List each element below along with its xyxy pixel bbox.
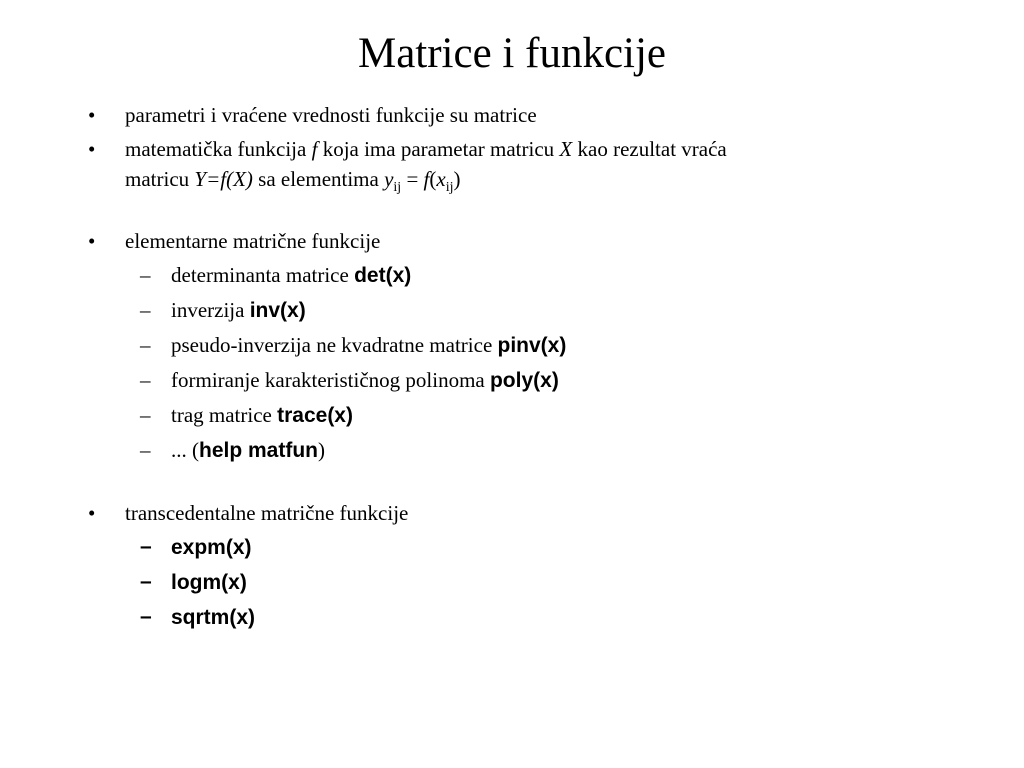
dash-icon: – [140,403,151,427]
bullet-icon: • [88,137,96,161]
sub-item-text: formiranje karakterističnog polinoma [171,368,490,392]
dash-icon: – [140,570,152,593]
subscript-ij: ij [445,180,454,195]
sub-item-logm [88,567,948,598]
function-code: expm(x) [171,536,252,559]
text-segment: matematička funkcija [125,137,312,161]
symbol-y: y [384,167,394,191]
sub-item-inv [88,295,948,326]
equals-sign: = [401,167,424,191]
help-suffix: ) [318,438,325,462]
symbol-f: f [311,137,318,161]
slide-content [88,98,948,637]
bullet-text: transcedentalne matrične funkcije [125,501,409,525]
bullet-item-elementary-functions [88,226,948,256]
sub-item-det [88,260,948,291]
sub-item-pinv [88,330,948,361]
slide-title: Matrice i funkcije [357,30,667,77]
function-code: trace(x) [277,404,353,427]
help-prefix: ... ( [171,438,199,462]
symbol-x: x [436,167,446,191]
bullet-item-transcendental-functions [88,498,948,528]
sub-item-help [88,435,948,466]
left-paren: ( [429,167,437,191]
function-code: pinv(x) [497,334,567,357]
bullet-item-matrix-function [88,134,948,194]
dash-icon: – [140,333,151,357]
dash-icon: – [140,605,152,628]
function-code: help matfun [199,439,318,462]
sub-item-text: pseudo-inverzija ne kvadratne matrice [171,333,498,357]
sub-item-poly [88,365,948,396]
subscript-ij: ij [393,180,402,195]
symbol-f: f [423,167,430,191]
dash-icon: – [140,438,151,462]
sub-item-expm [88,532,948,563]
sub-item-text: determinanta matrice [171,263,355,287]
text-segment: kao rezultat vraća [572,137,727,161]
right-paren: ) [453,167,461,191]
bullet-icon: • [88,229,96,253]
dash-icon: – [140,535,152,558]
function-code: det(x) [354,264,412,287]
bullet-text: parametri i vraćene vrednosti funkcije su matrice [125,103,537,127]
sub-item-text: inverzija [171,298,250,322]
function-code: inv(x) [249,299,306,322]
function-code: logm(x) [171,571,247,594]
formula-Y-equals-f-X: Y=f(X) [194,167,253,191]
text-segment: sa elementima [252,167,385,191]
bullet-text: elementarne matrične funkcije [125,229,381,253]
function-code: sqrtm(x) [171,606,256,629]
sub-item-text: trag matrice [171,403,278,427]
bullet-icon: • [88,501,96,525]
text-segment: matricu [125,167,195,191]
bullet-icon: • [88,103,96,127]
sub-item-sqrtm [88,602,948,633]
sub-item-trace [88,400,948,431]
symbol-X: X [559,137,573,161]
text-segment: koja ima parametar matricu [317,137,560,161]
function-code: poly(x) [489,369,559,392]
dash-icon: – [140,368,151,392]
dash-icon: – [140,298,151,322]
dash-icon: – [140,263,151,287]
bullet-item-return-values [88,100,948,130]
